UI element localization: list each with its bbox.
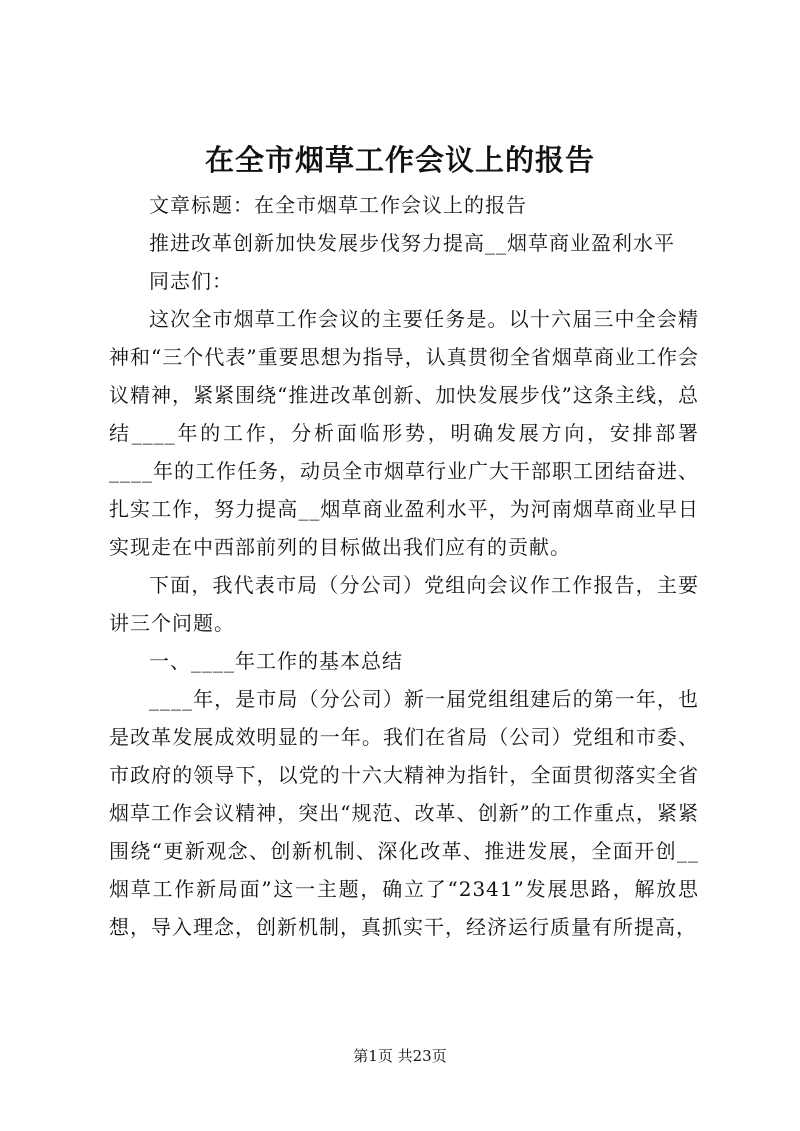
article-title-line: 文章标题：在全市烟草工作会议上的报告 (149, 193, 527, 217)
page-number-footer: 第1页 共23页 (353, 1047, 447, 1065)
body-paragraph: 下面，我代表市局（分公司）党组向会议作工作报告，主要讲三个问题。 (109, 573, 699, 635)
subtitle-line: 推进改革创新加快发展步伐努力提高__烟草商业盈利水平 (149, 231, 675, 255)
section-heading: 一、____年工作的基本总结 (149, 649, 403, 673)
body-paragraph: 这次全市烟草工作会议的主要任务是。以十六届三中全会精神和“三个代表”重要思想为指导，认真贯彻全省烟草商业工作会议精神，紧紧围绕“推进改革创新、加快发展步伐”这条主线，总结____年的工作，分析面临形势，明确发展方向，安排部署____年的工作任务，动员全市烟草行业广大干部职工团结奋进、扎实工作，努力提高__烟草商业盈利水平，为河南烟草商业早日实现走在中西部前列的目标做出我们应有的贡献。 (109, 307, 699, 559)
salutation: 同志们： (149, 269, 233, 293)
document-body (109, 186, 699, 946)
document-title: 在全市烟草工作会议上的报告 (204, 143, 595, 177)
body-paragraph: ____年，是市局（分公司）新一届党组组建后的第一年，也是改革发展成效明显的一年。我们在省局（公司）党组和市委、市政府的领导下，以党的十六大精神为指针，全面贯彻落实全省烟草工作会议精神，突出“规范、改革、创新”的工作重点，紧紧围绕“更新观念、创新机制、深化改革、推进发展，全面开创__烟草工作新局面”这一主题，确立了“2341”发展思路，解放思想，导入理念，创新机制，真抓实干，经济运行质量有所提高， (109, 687, 699, 939)
